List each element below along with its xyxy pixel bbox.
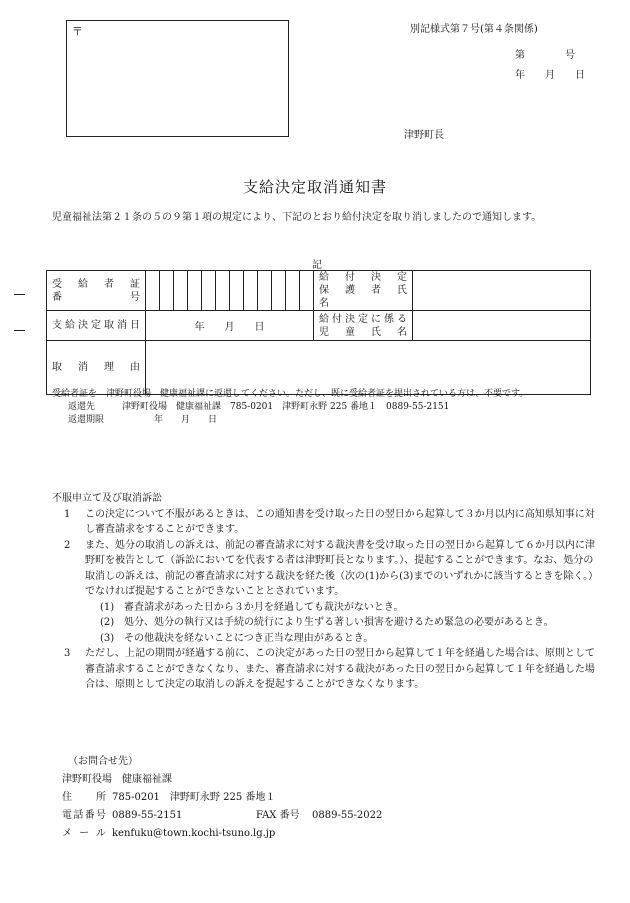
cert-digit-cell[interactable]: [272, 271, 286, 311]
cert-digit-cell[interactable]: [258, 271, 272, 311]
issuer: 津野町長: [404, 130, 444, 141]
appeal-item: 2 また、処分の取消しの訴えは、前記の審査請求に対する裁決書を受け取った日の翌日から起算して６か月以内に津野町を被告として（訴訟においてを代表する者は津野町長となります。）、提起することができます。なお、処分の取消しの訴えは、前記の審査請求に対する裁決を経た後（次の(1)から(3)までのいずれかに該当するときを除く。）でなければ提起することができないこととされています。: [64, 539, 595, 597]
child-name-label: 給付決定に係る 児 童 氏 名: [314, 311, 413, 341]
ki-mark: 記: [312, 260, 322, 271]
contact-heading: （お問合せ先）: [68, 756, 138, 767]
child-name-field[interactable]: [413, 311, 591, 341]
cert-digit-cell[interactable]: [300, 271, 314, 311]
appeal-subitem: (2) 処分、処分の執行又は手続の続行により生ずる著しい損害を避けるため緊急の必要があるとき。: [100, 617, 554, 628]
phone-value: 0889-55-2151: [112, 810, 183, 821]
postal-mark: 〒: [72, 25, 83, 38]
cert-digit-cell[interactable]: [160, 271, 174, 311]
appeal-section: [52, 491, 597, 693]
fax-label: FAX 番号: [256, 810, 300, 821]
contact-block: [62, 753, 382, 843]
cert-digit-cell[interactable]: [244, 271, 258, 311]
document-number: 第 号: [515, 50, 575, 61]
contact-office: 津野町役場 健康福祉課: [62, 774, 172, 785]
cert-digit-cell[interactable]: [188, 271, 202, 311]
margin-mark: [14, 330, 25, 331]
reason-field[interactable]: [146, 341, 591, 395]
page-title: 支給決定取消通知書: [242, 178, 387, 196]
return-to-label: 返還先: [68, 402, 96, 412]
fax-value: 0889-55-2022: [312, 810, 383, 821]
address-box: [66, 20, 289, 137]
cert-digit-cell[interactable]: [146, 271, 160, 311]
appeal-subitem: (1) 審査請求があった日から３か月を経過しても裁決がないとき。: [100, 601, 404, 613]
issue-date: 年 月 日: [515, 70, 585, 81]
appeal-subitem: (3) その他裁決を経ないことにつき正当な理由があるとき。: [100, 632, 374, 644]
margin-mark: [14, 294, 25, 295]
appeal-item: 3 ただし、上記の期間が経過する前に、この決定があった日の翌日から起算して１年を経過した場合は、原則として審査請求することができなくなり、また、審査請求に対する裁決があった日の翌日から起算して１年を経過した場合は、原則として決定の取消しの訴えを提起することができなくなります。: [64, 648, 595, 690]
cert-digit-cell[interactable]: [286, 271, 300, 311]
appeal-heading: 不服申立て及び取消訴訟: [52, 493, 162, 504]
return-notes: [52, 388, 528, 427]
cert-digit-cell[interactable]: [216, 271, 230, 311]
guardian-name-field[interactable]: [413, 271, 591, 311]
address-label: 住所: [62, 792, 106, 803]
deadline-value: 年 月 日: [154, 415, 218, 425]
guardian-label: 給 付 決 定 保 護 者 氏 名: [314, 271, 413, 311]
cancel-date-label: 支給決定取消日: [47, 311, 146, 341]
cert-digit-cell[interactable]: [202, 271, 216, 311]
address-value: 785-0201 津野町永野 225 番地１: [112, 792, 276, 803]
appeal-item: 1 この決定について不服があるときは、この通知書を受け取った日の翌日から起算して３か月以内に高知県知事に対し審査請求をすることができます。: [64, 508, 595, 535]
mail-label: メール: [62, 828, 106, 839]
intro-text: 児童福祉法第２１条の５の９第１項の規定により、下記のとおり給付決定を取り消しましたので通知します。: [52, 212, 542, 223]
return-notice: 受給者証を 津野町役場 健康福祉課に返還してください。ただし、既に受給者証を提出されている方は、不要です。: [52, 389, 529, 399]
recipient-cert-label: 受 給 者 証 番 号: [47, 271, 146, 311]
return-to-value: 津野町役場 健康福祉課 785-0201 津野町永野 225 番地１ 0889-55-2151: [122, 402, 450, 412]
reason-label: 取 消 理 由: [47, 341, 146, 395]
cert-digit-cell[interactable]: [174, 271, 188, 311]
deadline-label: 返還期限: [68, 415, 105, 425]
notice-table: [46, 270, 591, 395]
cert-digit-cell[interactable]: [230, 271, 244, 311]
cancel-date-field[interactable]: 年 月 日: [146, 311, 314, 341]
form-number: 別記様式第７号(第４条関係): [410, 24, 538, 35]
mail-value[interactable]: kenfuku@town.kochi-tsuno.lg.jp: [112, 828, 276, 839]
phone-label: 電話番号: [62, 810, 106, 821]
